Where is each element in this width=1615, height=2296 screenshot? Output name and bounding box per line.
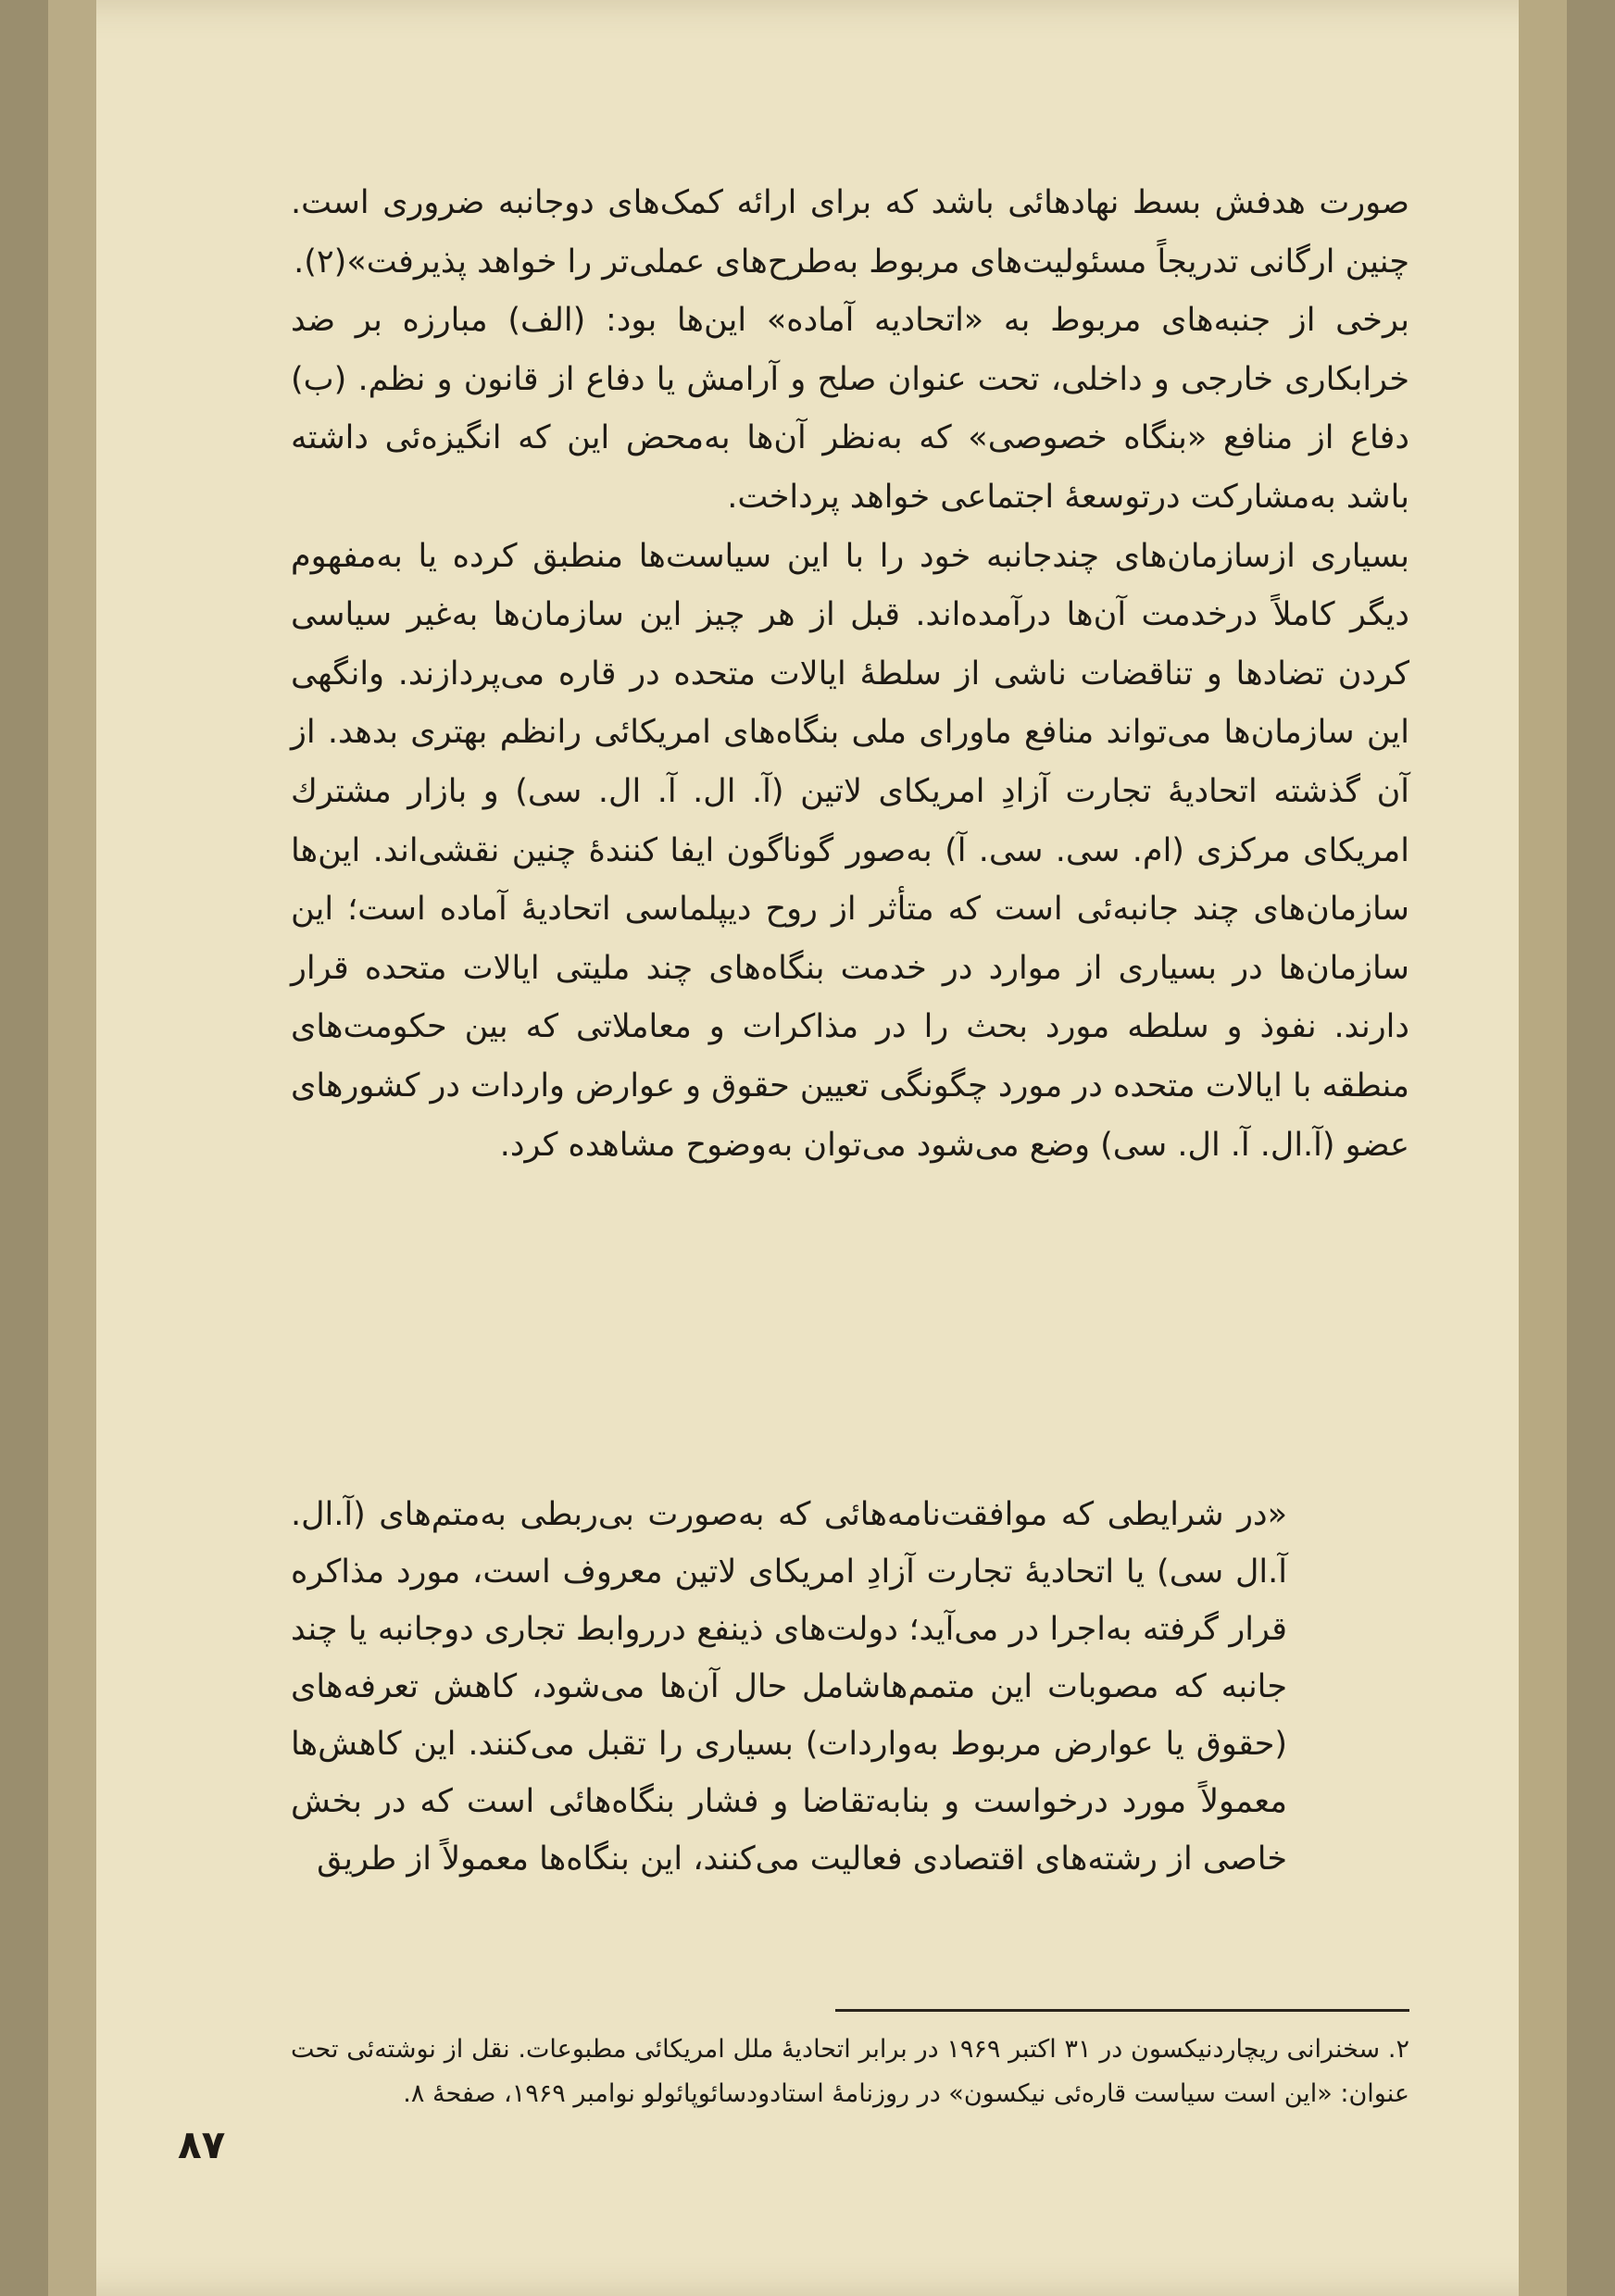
paragraph-1: صورت هدفش بسط نهادهائی باشد که برای ارائه کمک‌های دوجانبه ضروری است. چنین ارگانی تدریجاً مسئولیت‌های مربوط به‌طرح‌های عملی‌تر را خواهد پذیرفت»(۲). [291,184,1409,281]
footnote [291,2028,1409,2116]
paragraph-2: برخی از جنبه‌های مربوط به «اتحادیه آماده» این‌ها بود: (الف) مبارزه بر ضد خرابکاری خارجی و داخلی، تحت عنوان صلح و آرامش یا دفاع از قانون و نظم. (ب) دفاع از منافع «بنگاه خصوصی» که به‌نظر آن‌ها به‌محض این که انگیزه‌ئی داشته باشد به‌مشارکت درتوسعهٔ اجتماعی خواهد پرداخت. [291,302,1409,516]
book-page [48,0,1567,2296]
body-text [291,174,1409,1175]
page-number: ۸۷ [178,2122,226,2167]
footnote-divider [835,2009,1409,2012]
page-left-margin [48,0,96,2296]
block-quote [291,1486,1287,1888]
page-right-margin [1519,0,1567,2296]
quote-text: «در شرایطی که موافقت‌نامه‌هائی که به‌صورت بی‌ربطی به‌متم‌های (آ.ال. آ.ال سی) یا اتحادیهٔ تجارت آزادِ امریکای لاتین معروف است، مورد مذاکره قرار گرفته به‌اجرا در می‌آید؛ دولت‌های ذینفع درروابط تجاری دوجانبه یا چند جانبه که مصوبات این متمم‌هاشامل حال آن‌ها می‌شود، کاهش تعرفه‌های (حقوق یا عوارض مربوط به‌واردات) بسیاری را تقبل می‌کنند. این کاهش‌ها معمولاً مورد درخواست و بنابه‌تقاضا و فشار بنگاه‌هائی است که در بخش خاصی از رشته‌های اقتصادی فعالیت می‌کنند، این بنگاه‌ها معمولاً از طریق [291,1496,1287,1878]
footnote-text: ۲. سخنرانی ریچاردنیکسون در ۳۱ اکتبر ۱۹۶۹ در برابر اتحادیهٔ ملل امریکائی مطبوعات. نقل از نوشته‌ئی تحت عنوان: «این است سیاست قاره‌ئی نیکسون» در روزنامهٔ استادودسائوپائولو نوامبر ۱۹۶۹، صفحهٔ ۸. [291,2035,1409,2108]
paragraph-3: بسیاری ازسازمان‌های چندجانبه خود را با این سیاست‌ها منطبق کرده یا به‌مفهوم دیگر کاملاً درخدمت آن‌ها درآمده‌اند. قبل از هر چیز این سازمان‌ها به‌غیر سیاسی کردن تضادها و تناقضات ناشی از سلطهٔ ایالات متحده در قاره می‌پردازند. وانگهی این سازمان‌ها می‌تواند منافع ماورای ملی بنگاه‌های امریکائی رانظم بهتری بدهد. از آن گذشته اتحادیهٔ تجارت آزادِ امریکای لاتین (آ. ال. آ. ال. سی) و بازار مشترك امریکای مرکزی (ام. سی. سی. آ) به‌صور گوناگون ایفا کنندهٔ چنین نقشی‌اند. این‌ها سازمان‌های چند جانبه‌ئی است که متأثر از روح دیپلماسی اتحادیهٔ آماده است؛ این سازمان‌ها در بسیاری از موارد در خدمت بنگاه‌های چند ملیتی ایالات متحده قرار دارند. نفوذ و سلطه مورد بحث را در مذاکرات و معاملاتی که بین حکومت‌های منطقه با ایالات متحده در مورد چگونگی تعیین حقوق و عوارض واردات در کشورهای عضو (آ.ال. آ. ال. سی) وضع می‌شود می‌توان به‌وضوح مشاهده کرد. [291,537,1409,1164]
